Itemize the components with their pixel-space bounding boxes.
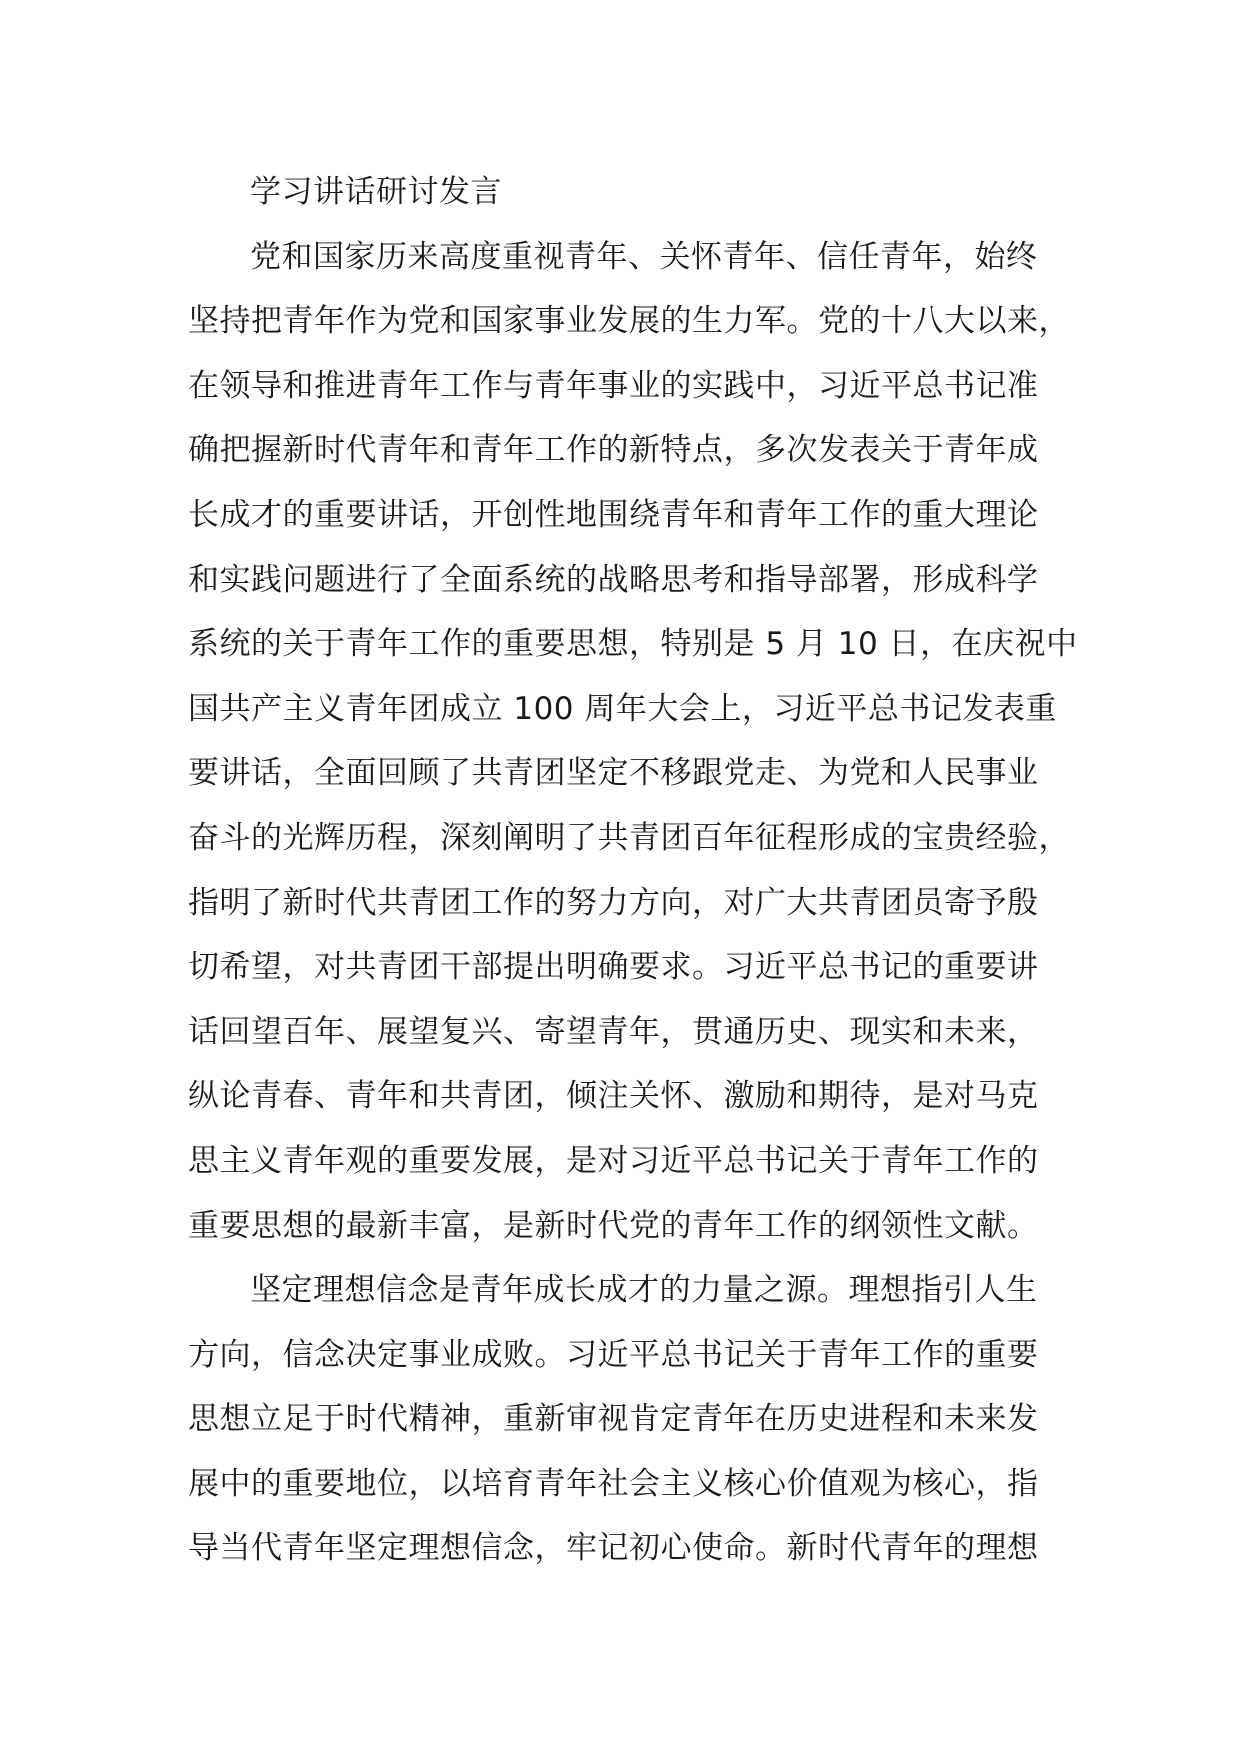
paragraph-line: 方向，信念决定事业成败。习近平总书记关于青年工作的重要 (188, 1336, 1039, 1373)
paragraph-line: 和实践问题进行了全面系统的战略思考和指导部署，形成科学 (188, 561, 1039, 598)
paragraph-line: 切希望，对共青团干部提出明确要求。习近平总书记的重要讲 (188, 949, 1039, 986)
paragraph-line: 在领导和推进青年工作与青年事业的实践中，习近平总书记准 (188, 367, 1039, 404)
paragraph-1 (188, 225, 1088, 1259)
paragraph-line: 思主义青年观的重要发展，是对习近平总书记关于青年工作的 (188, 1142, 1039, 1179)
paragraph-line: 重要思想的最新丰富，是新时代党的青年工作的纲领性文献。 (188, 1207, 1039, 1244)
paragraph-line: 坚定理想信念是青年成长成才的力量之源。理想指引人生 (250, 1272, 1038, 1309)
paragraph-line: 确把握新时代青年和青年工作的新特点，多次发表关于青年成 (188, 432, 1039, 469)
paragraph-line: 指明了新时代共青团工作的努力方向，对广大共青团员寄予殷 (188, 884, 1039, 921)
paragraph-2 (188, 1258, 1088, 1581)
paragraph-line: 展中的重要地位，以培育青年社会主义核心价值观为核心，指 (188, 1465, 1039, 1502)
paragraph-line: 奋斗的光辉历程，深刻阐明了共青团百年征程形成的宝贵经验， (188, 819, 1070, 856)
paragraph-line: 党和国家历来高度重视青年、关怀青年、信任青年，始终 (250, 238, 1038, 275)
paragraph-line: 坚持把青年作为党和国家事业发展的生力军。党的十八大以来， (188, 303, 1070, 340)
paragraph-line: 话回望百年、展望复兴、寄望青年，贯通历史、现实和未来， (188, 1013, 1039, 1050)
paragraph-line: 长成才的重要讲话，开创性地围绕青年和青年工作的重大理论 (188, 496, 1039, 533)
paragraph-line: 导当代青年坚定理想信念，牢记初心使命。新时代青年的理想 (188, 1530, 1039, 1567)
document-title: 学习讲话研讨发言 (250, 174, 502, 210)
document-body (188, 160, 1088, 1581)
paragraph-line: 要讲话，全面回顾了共青团坚定不移跟党走、为党和人民事业 (188, 755, 1039, 792)
paragraph-line: 纵论青春、青年和共青团，倾注关怀、激励和期待，是对马克 (188, 1078, 1039, 1115)
paragraph-line: 系统的关于青年工作的重要思想，特别是 5 月 10 日，在庆祝中 (188, 626, 1078, 663)
paragraph-line: 思想立足于时代精神，重新审视肯定青年在历史进程和未来发 (188, 1401, 1039, 1438)
paragraph-line: 国共产主义青年团成立 100 周年大会上，习近平总书记发表重 (188, 690, 1057, 727)
